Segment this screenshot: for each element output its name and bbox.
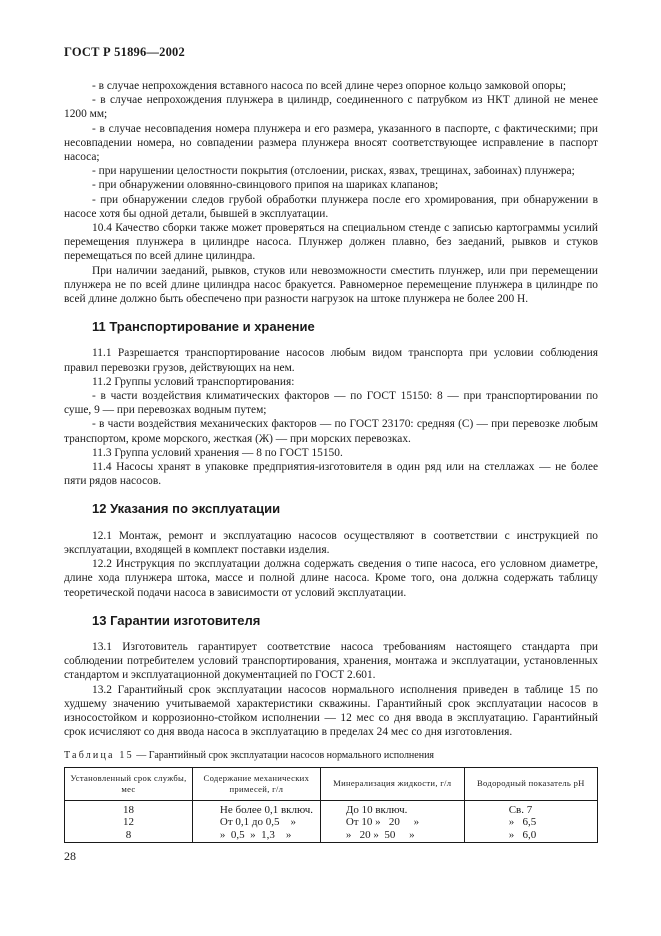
- table-cell: 12: [65, 816, 193, 829]
- table-caption-text: — Гарантийный срок эксплуатации насосов нормального исполнения: [133, 750, 435, 762]
- table-cell: От 10 » 20 »: [320, 816, 464, 829]
- table-row: [65, 829, 598, 843]
- table-cell: » 20 » 50 »: [320, 829, 464, 843]
- document-body: [64, 79, 598, 843]
- paragraph: 11.4 Насосы хранят в упаковке предприятия-изготовителя в один ряд или на стеллажах — не более пяти рядов насосов.: [64, 461, 598, 488]
- page-number: 28: [64, 849, 76, 863]
- header-mineralization: Минерализация жидкости, г/л: [320, 767, 464, 800]
- section-heading: 13 Гарантии изготовителя: [92, 612, 261, 628]
- paragraph: - в случае несовпадения номера плунжера и его размера, указанного в паспорте, с фактическими; при несовпадении номера, но совпадении размера плунжера вносят соответствующее исправление в паспорт насоса;: [64, 122, 598, 164]
- paragraph: 13.1 Изготовитель гарантирует соответствие насоса требованиям настоящего стандарта при соблюдении потребителем условий транспортирования, хранения, монтажа и эксплуатации, установленных стандартом и эксплуатационной документацией по ГОСТ 2.601.: [64, 640, 598, 682]
- table-row: [65, 800, 598, 816]
- paragraph: - при обнаружении следов грубой обработки плунжера после его хромирования, при обнаружении в насосе хотя бы одной детали, бывшей в эксплуатации.: [64, 193, 598, 220]
- header-ph: Водородный показатель pH: [464, 767, 597, 800]
- table-cell: Св. 7: [464, 800, 597, 816]
- section-heading: 12 Указания по эксплуатации: [92, 501, 281, 517]
- table-row: [65, 816, 598, 829]
- table-cell: » 6,5: [464, 816, 597, 829]
- table-caption-label: Таблица 15: [64, 750, 134, 762]
- table-cell: 18: [65, 800, 193, 816]
- paragraph: - при обнаружении оловянно-свинцового припоя на шариках клапанов;: [92, 179, 439, 192]
- paragraph: - в случае непрохождения плунжера в цилиндр, соединенного с патрубком из НКТ длиной не менее 1200 мм;: [64, 94, 598, 121]
- paragraph: - в части воздействия климатических факторов — по ГОСТ 15150: 8 — при транспортировании по суше, 9 — при перевозках водным путем;: [64, 390, 598, 417]
- table-cell: До 10 включ.: [320, 800, 464, 816]
- warranty-table: [64, 767, 598, 844]
- section-heading: 11 Транспортирование и хранение: [92, 319, 315, 335]
- document-header: ГОСТ Р 51896—2002: [64, 45, 185, 59]
- paragraph: 12.2 Инструкция по эксплуатации должна содержать сведения о типе насоса, его условном диаметре, длине хода плунжера штока, массе и полной длине насоса. Кроме того, она должна содержать таблицу теоретической подачи насоса в зависимости от условий эксплуатации.: [64, 558, 598, 599]
- paragraph: 10.4 Качество сборки также может проверяться на специальном стенде с записью картограммы усилий перемещения плунжера в цилиндре насоса. Плунжер должен плавно, без заеданий, рывков и стуков перемещаться по всей длине цилиндра.: [64, 222, 598, 263]
- table-cell: » 0,5 » 1,3 »: [192, 829, 320, 843]
- table-header-row: [65, 767, 598, 800]
- paragraph: 13.2 Гарантийный срок эксплуатации насосов нормального исполнения приведен в таблице 15 по худшему значению учитываемой характеристики скважины. Гарантийный срок эксплуатации насосов в износостойком и коррозионно-стойком исполнении — 12 мес со дня ввода в эксплуатацию. Гарантийный срок исчисляют со дня ввода насоса в эксплуатацию в пределах 24 мес со дня изготовления.: [64, 683, 598, 739]
- paragraph: - при нарушении целостности покрытия (отслоении, рисках, язвах, трещинах, забоинах) плунжера;: [92, 165, 575, 178]
- table-cell: От 0,1 до 0,5 »: [192, 816, 320, 829]
- header-service-life: Установленный срок службы, мес: [65, 767, 193, 800]
- paragraph: 11.3 Группа условий хранения — 8 по ГОСТ 15150.: [92, 446, 343, 459]
- paragraph: 11.2 Группы условий транспортирования:: [92, 375, 295, 388]
- table-cell: » 6,0: [464, 829, 597, 843]
- paragraph: 12.1 Монтаж, ремонт и эксплуатацию насосов осуществляют в соответствии с инструкцией по эксплуатации, входящей в комплект поставки изделия.: [64, 529, 598, 556]
- paragraph: - в части воздействия механических факторов — по ГОСТ 23170: средняя (С) — при перевозке любым транспортом, кроме морского, жесткая (Ж) — при морских перевозках.: [64, 418, 598, 445]
- paragraph: 11.1 Разрешается транспортирование насосов любым видом транспорта при условии соблюдения правил перевозки грузов, действующих на нем.: [64, 347, 598, 374]
- table-cell: 8: [65, 829, 193, 843]
- paragraph: При наличии заеданий, рывков, стуков или невозможности сместить плунжер, или при перемещении плунжера не по всей длине цилиндра насос бракуется. Равномерное перемещение плунжера в цилиндре по всей длине должно быть обеспечено при разности нагрузок на штоке плунжера не более 200 Н.: [64, 264, 598, 306]
- header-mechanical-impurities: Содержание механических примесей, г/л: [192, 767, 320, 800]
- table-cell: Не более 0,1 включ.: [192, 800, 320, 816]
- paragraph: - в случае непрохождения вставного насоса по всей длине через опорное кольцо замковой опоры;: [92, 80, 567, 92]
- table-caption: [64, 749, 598, 763]
